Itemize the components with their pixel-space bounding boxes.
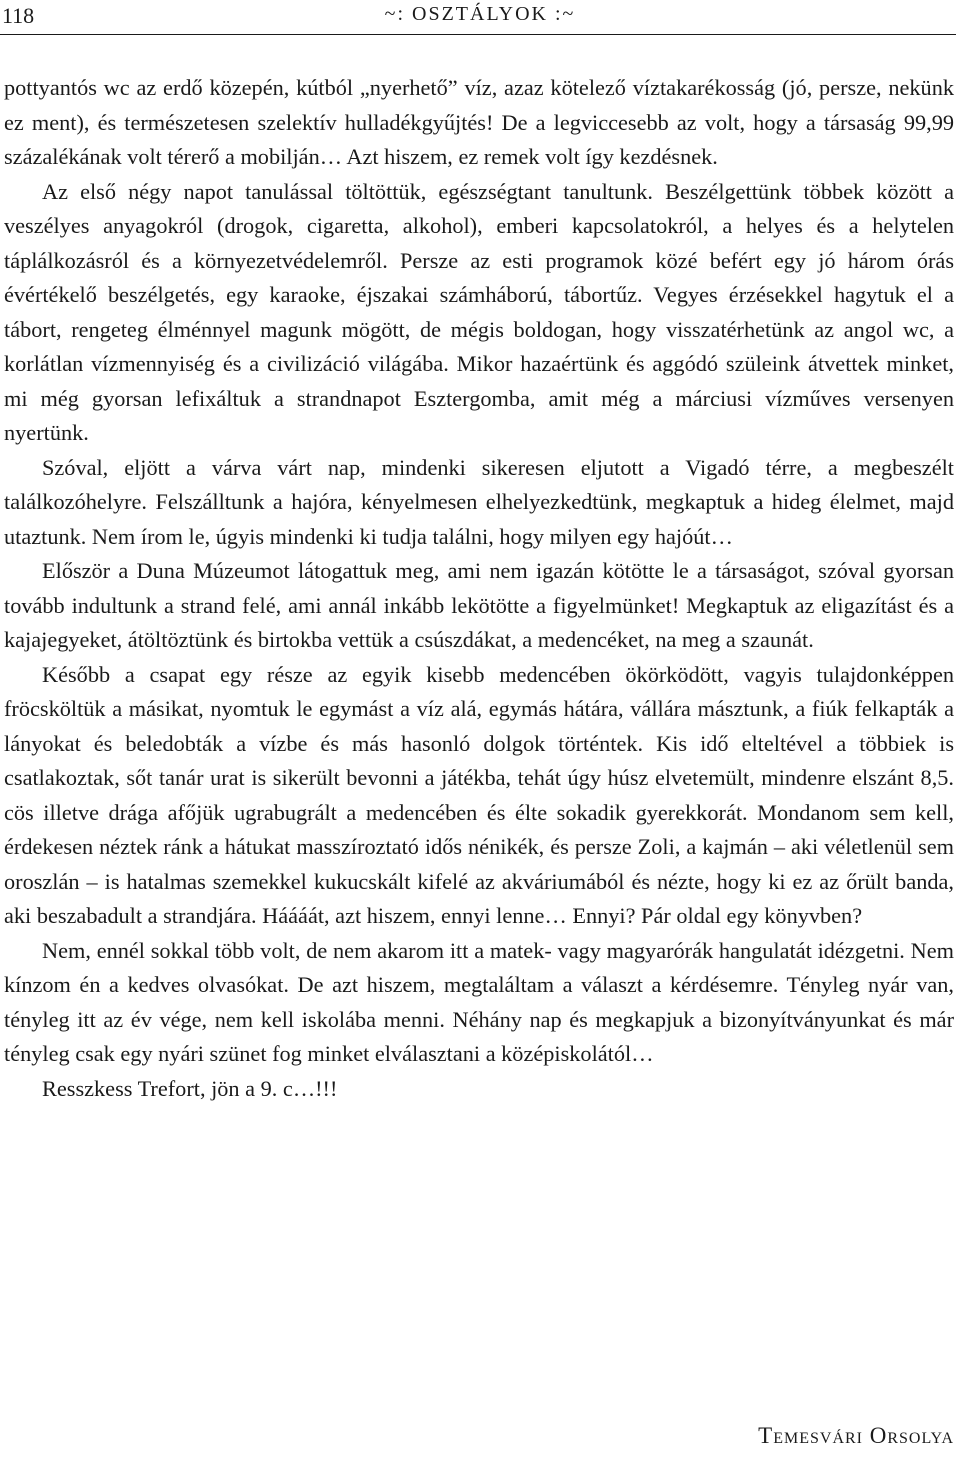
paragraph-4: Először a Duna Múzeumot látogattuk meg, ami nem igazán kötötte le a társaságot, szóval gyorsan tovább indultunk a strand felé, ami annál inkább lekötötte a figyelmünket! Megkaptuk az eligazítást és a kajajegyeket, átöltöztünk és birtokba vettük a csúszdákat, a medencéket, na meg a szaunát. [4,558,954,652]
paragraph-2: Az első négy napot tanulással töltöttük, egészségtant tanultunk. Beszélgettünk többek között a veszélyes anyagokról (drogok, cigaretta, alkohol), emberi kapcsolatokról, a helyes és a helytelen táplálkozásról és a környezetvédelemről. Persze az esti programok közé befért egy jó három órás évértékelő beszélgetés, egy karaoke, éjszakai számháború, tábortűz. Vegyes érzésekkel hagytuk el a tábort, rengeteg élménnyel magunk mögött, de mégis boldogan, hogy visszatérhetünk az angol wc, a korlátlan vízmennyiség és a civilizáció világába. Mikor hazaértünk és aggódó szüleink átvettek minket, mi még gyorsan lefixáltuk a strandnapot Esztergomba, amit még a márciusi vízműves versenyen nyertünk. [4,178,954,445]
running-head: ~: OSZTÁLYOK :~ [384,3,576,25]
paragraph-6: Nem, ennél sokkal több volt, de nem akarom itt a matek- vagy magyarórák hangulatát idézgetni. Nem kínzom én a kedves olvasókat. De azt hiszem, megtaláltam a választ a kérdésemre. Tényleg nyár van, tényleg itt az év vége, nem kell iskolába menni. Néhány nap és megkapjuk a bizonyítványunkat és már tényleg csak egy nyári szünet fog minket elválasztani a középiskolától… [4,937,954,1066]
paragraph-1: pottyantós wc az erdő közepén, kútból „nyerhető” víz, azaz kötelező víztakarékosság (jó, persze, nekünk ez ment), és természetesen szelektív hulladékgyűjtés! De a legviccesebb az volt, hogy a társaság 99,99 százalékának volt térerő a mobilján… Azt hiszem, ez remek volt így kezdésnek. [4,75,954,169]
header-rule [0,34,956,35]
paragraph-3: Szóval, eljött a várva várt nap, mindenki sikeresen eljutott a Vigadó térre, a megbeszélt találkozóhelyre. Felszálltunk a hajóra, kényelmesen elhelyezkedtünk, megkaptuk a hideg élelmet, majd utaztunk. Nem írom le, úgyis mindenki ki tudja találni, hogy milyen egy hajóút… [4,454,954,549]
page-number: 118 [2,3,35,28]
page-header [0,0,960,36]
author-signature: Temesvári Orsolya [758,1423,954,1448]
paragraph-7: Resszkess Trefort, jön a 9. c…!!! [42,1075,338,1101]
article-body [4,71,954,1106]
paragraph-5: Később a csapat egy része az egyik kisebb medencében ökörködött, vagyis tulajdonképpen fröcsköltük a másikat, nyomtuk le egymást a víz alá, egymás hátára, vállára másztunk, a fiúk felkapták a lányokat és beledobták a vízbe és más hasonló dolgok történtek. Kis idő elteltével a többiek is csatlakoztak, sőt tanár urat is sikerült bevonni a játékba, tehát úgy húsz elvetemült, mindenre elszánt 8,5. cös illetve drága afőjük ugrabugrált a medencében és élte sokadik gyerekkorát. Mondanom sem kell, érdekesen néztek ránk a hátukat masszíroztató idős nénikék, és persze Zoli, a kajmán – aki véletlenül sem oroszlán – is hatalmas szemekkel kukucskált kifelé az akváriumából és nézte, hogy ki ez az őrült banda, aki beszabadult a strandjára. Háááát, azt hiszem, ennyi lenne… Ennyi? Pár oldal egy könyvben? [4,661,954,928]
